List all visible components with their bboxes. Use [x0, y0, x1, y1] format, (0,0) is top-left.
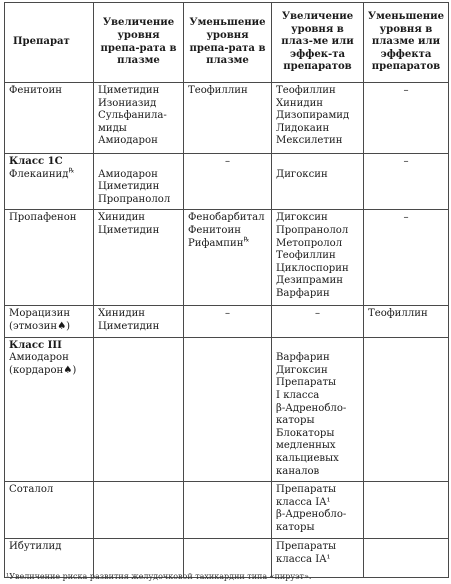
drug-cell	[5, 306, 94, 337]
interaction-item: Дигоксин	[276, 364, 328, 376]
interaction-cell-col2	[94, 337, 184, 482]
drug-name: Фенитоин	[9, 85, 62, 96]
interaction-item: Дигоксин	[276, 168, 328, 180]
interaction-cell-col3	[184, 210, 272, 306]
drug-cell	[5, 482, 94, 539]
interaction-cell-col5	[364, 83, 449, 154]
interaction-item: Сульфанила-	[98, 110, 167, 122]
interaction-cell-col5	[364, 337, 449, 482]
interaction-item: Препараты	[276, 541, 337, 553]
interaction-item: Циметидин	[98, 181, 160, 193]
interaction-item: класса IA¹	[276, 553, 331, 565]
header-increase-level: Увеличение уровня препа-рата в плазме	[94, 3, 184, 83]
interaction-item: –	[224, 308, 231, 320]
footnote: ¹Увеличение риска развития желудочковой тахикардии типа «пируэт».	[6, 572, 312, 581]
header-drug: Препарат	[5, 3, 94, 83]
interaction-item: каторы	[276, 415, 315, 427]
interaction-item: Теофиллин	[276, 85, 336, 96]
interaction-item: Амиодарон	[98, 168, 158, 180]
interaction-cell-col4	[272, 306, 364, 337]
interaction-cell-col5	[364, 210, 449, 306]
drug-cell	[5, 83, 94, 154]
interaction-cell-col5	[364, 154, 449, 210]
interaction-item: Изониазид	[98, 97, 157, 109]
interaction-item: –	[314, 308, 321, 320]
interaction-item: каторы	[276, 521, 315, 533]
interaction-item: Рифампин℞	[188, 235, 250, 249]
interaction-cell-col3	[184, 337, 272, 482]
interaction-item: кальциевых	[276, 452, 339, 464]
interaction-item: –	[224, 156, 231, 167]
drug-name: (этмозин♠)	[9, 320, 71, 332]
drug-cell	[5, 337, 94, 482]
drug-name: Флекаинид℞	[9, 166, 75, 180]
drug-cell	[5, 154, 94, 210]
interaction-item: I класса	[276, 389, 320, 401]
table-row	[5, 83, 449, 154]
interaction-item: Амиодарон	[98, 135, 158, 147]
interaction-item: Варфарин	[276, 287, 330, 299]
interaction-cell-col3	[184, 306, 272, 337]
interaction-item: –	[403, 212, 409, 224]
header-increase-effect: Увеличение уровня в плаз-ме или эффек-та препаратов	[272, 3, 364, 83]
interaction-item: каналов	[276, 465, 320, 477]
interaction-cell-col3	[184, 83, 272, 154]
interaction-item	[98, 156, 179, 169]
interaction-cell-col2	[94, 482, 184, 539]
interaction-item: класса IA¹	[276, 496, 331, 508]
interaction-item: Препараты	[276, 484, 337, 496]
interaction-item: –	[403, 85, 409, 96]
table-row	[5, 482, 449, 539]
interaction-item: Мексилетин	[276, 135, 343, 147]
drug-class-label: Класс 1С	[9, 156, 63, 167]
table-row	[5, 306, 449, 337]
table-row	[5, 154, 449, 210]
drug-name: Соталол	[9, 484, 54, 496]
interaction-cell-col3	[184, 482, 272, 539]
drug-class-label: Класс III	[9, 339, 62, 351]
interaction-cell-col4	[272, 482, 364, 539]
interaction-item: Препараты	[276, 377, 337, 389]
prescription-mark: ℞	[243, 235, 250, 244]
interaction-cell-col2	[94, 154, 184, 210]
drug-name: Пропафенон	[9, 212, 77, 224]
header-decrease-effect: Уменьшение уровня в плазме или эффекта препаратов	[364, 3, 449, 83]
prescription-mark: ℞	[68, 166, 75, 175]
interaction-item: Дигоксин	[276, 212, 328, 224]
interaction-item: Циметидин	[98, 85, 160, 96]
interaction-item: Хинидин	[98, 212, 146, 224]
interaction-item: –	[403, 156, 409, 167]
interaction-item: миды	[98, 122, 127, 134]
interaction-item: Хинидин	[276, 97, 324, 109]
interaction-item: Циметидин	[98, 224, 160, 236]
table-header-row	[5, 3, 449, 83]
interaction-item: β-Адренобло-	[276, 509, 347, 521]
interaction-item: Циклоспорин	[276, 262, 349, 274]
interaction-cell-col2	[94, 210, 184, 306]
interaction-item: Варфарин	[276, 352, 330, 364]
interaction-item: Дезипрамин	[276, 275, 343, 287]
interaction-item: Хинидин	[98, 308, 146, 320]
interaction-item: Метопролол	[276, 237, 343, 249]
drug-cell	[5, 210, 94, 306]
interaction-item: медленных	[276, 440, 336, 452]
interaction-cell-col5	[364, 306, 449, 337]
drug-name: Морацизин	[9, 308, 71, 320]
interaction-cell-col4	[272, 210, 364, 306]
interaction-item: Пропранолол	[276, 224, 349, 236]
table-row	[5, 210, 449, 306]
interaction-cell-col4	[272, 83, 364, 154]
interaction-cell-col2	[94, 306, 184, 337]
interaction-cell-col3	[184, 154, 272, 210]
drug-name: (кордарон♠)	[9, 364, 77, 376]
interaction-item: Циметидин	[98, 320, 160, 332]
interaction-item: Теофиллин	[276, 250, 336, 262]
interaction-item: Фенитоин	[188, 224, 241, 236]
interaction-item: Дизопирамид	[276, 110, 350, 122]
interaction-item: Пропранолол	[98, 193, 171, 205]
interaction-cell-col5	[364, 482, 449, 539]
interaction-item: Теофиллин	[188, 85, 248, 96]
interaction-item: Блокаторы	[276, 427, 335, 439]
interaction-item	[276, 156, 359, 169]
interaction-cell-col2	[94, 83, 184, 154]
drug-name: Амиодарон	[9, 352, 69, 364]
interaction-cell-col4	[272, 337, 364, 482]
drug-interactions-table	[4, 2, 449, 578]
interaction-item: Теофиллин	[368, 308, 428, 320]
interaction-item: Фенобарбитал	[188, 212, 265, 224]
drug-name: Ибутилид	[9, 541, 62, 553]
table-row	[5, 337, 449, 482]
interaction-cell-col4	[272, 154, 364, 210]
interaction-item	[276, 340, 359, 353]
header-decrease-level: Уменьшение уровня препа-рата в плазме	[184, 3, 272, 83]
interaction-item: β-Адренобло-	[276, 402, 347, 414]
interaction-item: Лидокаин	[276, 122, 330, 134]
